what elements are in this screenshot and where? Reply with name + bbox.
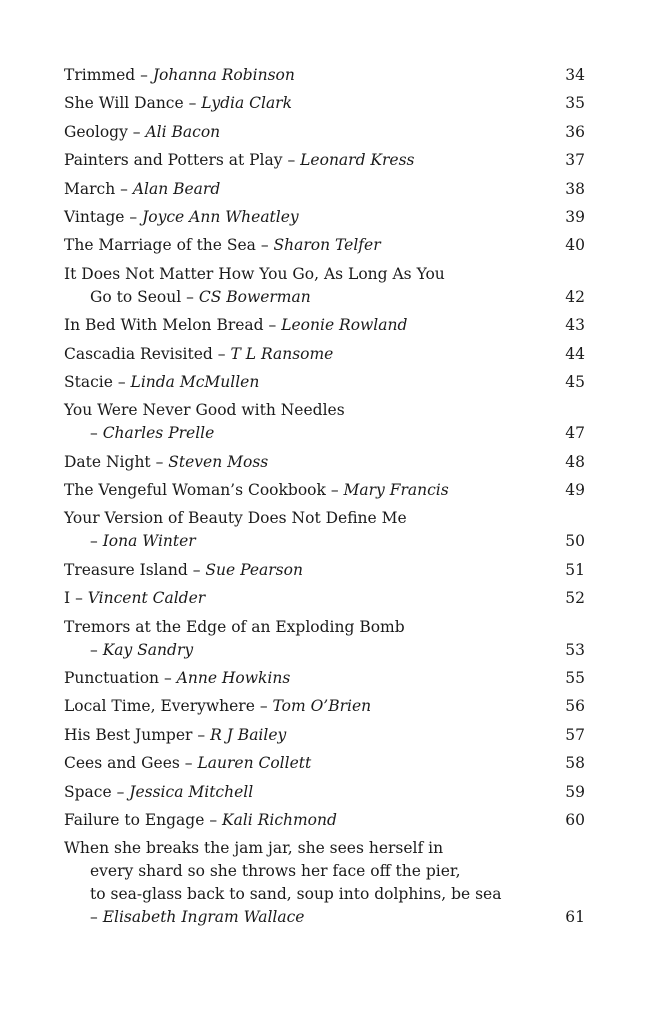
entry-text <box>64 507 565 553</box>
toc-entry <box>64 399 585 445</box>
entry-author: Charles Prelle <box>102 424 215 443</box>
entry-text <box>64 314 565 337</box>
entry-text <box>64 837 565 929</box>
entry-text <box>64 92 565 115</box>
page-number: 51 <box>565 560 585 579</box>
entry-text <box>64 343 565 366</box>
entry-author: Tom O’Brien <box>272 697 372 716</box>
page-number: 60 <box>565 810 585 829</box>
separator-dash: – <box>90 532 98 551</box>
entry-text <box>64 64 565 87</box>
toc-entry <box>64 809 585 832</box>
page-number: 34 <box>565 66 585 84</box>
entry-title: Cees and Gees <box>64 754 180 773</box>
separator-dash: – <box>260 236 269 255</box>
entry-title: Local Time, Everywhere <box>64 697 255 716</box>
entry-author: Ali Bacon <box>145 122 221 141</box>
separator-dash: – <box>287 151 296 170</box>
toc-entry <box>64 837 585 929</box>
separator-dash: – <box>186 287 194 306</box>
toc-entry <box>64 206 585 229</box>
entry-text <box>64 809 565 832</box>
entry-author: Vincent Calder <box>87 589 206 608</box>
page-number: 59 <box>565 782 585 801</box>
entry-text <box>64 616 565 662</box>
toc-entry <box>64 234 585 257</box>
entry-title-line: You Were Never Good with Needles <box>64 401 345 420</box>
separator-dash: – <box>155 452 164 471</box>
entry-author: Mary Francis <box>343 481 449 500</box>
entry-author: Lydia Clark <box>201 94 292 113</box>
separator-dash: – <box>132 122 141 141</box>
page-number: 61 <box>565 908 585 927</box>
entry-title-line: to sea-glass back to sand, soup into dolphins, be sea <box>90 885 502 904</box>
entry-text <box>64 234 565 257</box>
separator-dash: – <box>90 908 98 927</box>
page-number: 43 <box>565 316 585 335</box>
entry-author: Anne Howkins <box>176 669 291 688</box>
page-number: 48 <box>565 452 585 471</box>
page-number: 50 <box>565 532 585 551</box>
toc-entry <box>64 371 585 394</box>
separator-dash: – <box>330 481 339 500</box>
entry-text <box>64 724 565 747</box>
toc-entry <box>64 616 585 662</box>
entry-title: I <box>64 589 71 608</box>
entry-text <box>64 149 565 172</box>
page-number: 52 <box>565 589 585 608</box>
toc-entry <box>64 92 585 115</box>
page-number: 44 <box>565 344 585 363</box>
separator-dash: – <box>217 344 226 363</box>
page-number: 45 <box>565 372 585 391</box>
entry-text <box>64 587 565 610</box>
separator-dash: – <box>75 589 83 608</box>
separator-dash: – <box>129 207 138 226</box>
page-number: 39 <box>565 207 585 226</box>
toc-entry <box>64 781 585 804</box>
page-number: 38 <box>565 179 585 198</box>
separator-dash: – <box>209 810 218 829</box>
entry-title-line: Tremors at the Edge of an Exploding Bomb <box>64 617 405 636</box>
entry-author: Leonard Kress <box>300 151 415 170</box>
toc-entry <box>64 724 585 747</box>
entry-text <box>64 695 565 718</box>
entry-author: Leonie Rowland <box>281 316 408 335</box>
separator-dash: – <box>140 66 148 84</box>
page-number: 57 <box>565 725 585 744</box>
toc-entry <box>64 752 585 775</box>
entry-title-line: It Does Not Matter How You Go, As Long As You <box>64 264 445 283</box>
entry-text <box>64 479 565 502</box>
separator-dash: – <box>90 640 98 659</box>
table-of-contents <box>64 64 585 935</box>
entry-author: R J Bailey <box>210 725 287 744</box>
entry-title: Trimmed <box>64 66 136 84</box>
entry-title: Painters and Potters at Play <box>64 151 283 170</box>
entry-text <box>64 178 565 201</box>
entry-title: Punctuation <box>64 669 160 688</box>
separator-dash: – <box>259 697 268 716</box>
entry-author: Elisabeth Ingram Wallace <box>102 908 305 927</box>
entry-author: Steven Moss <box>168 452 269 471</box>
entry-title: His Best Jumper <box>64 725 193 744</box>
page-number: 47 <box>565 424 585 443</box>
entry-text <box>64 451 565 474</box>
entry-title: Date Night <box>64 452 151 471</box>
entry-title-line: every shard so she throws her face off the pier, <box>90 862 461 881</box>
entry-title: Geology <box>64 122 128 141</box>
page-number: 40 <box>565 236 585 255</box>
entry-title: In Bed With Melon Bread <box>64 316 264 335</box>
entry-title: March <box>64 179 116 198</box>
toc-entry <box>64 559 585 582</box>
entry-author: CS Bowerman <box>198 287 311 306</box>
entry-title: She Will Dance <box>64 94 184 113</box>
entry-title: Failure to Engage <box>64 810 205 829</box>
toc-entry <box>64 121 585 144</box>
entry-author: Joyce Ann Wheatley <box>142 207 299 226</box>
entry-title-line: Your Version of Beauty Does Not Define Me <box>64 509 407 528</box>
toc-entry <box>64 695 585 718</box>
entry-title: Space <box>64 782 112 801</box>
entry-author: Iona Winter <box>102 532 196 551</box>
toc-entry <box>64 314 585 337</box>
separator-dash: – <box>116 782 125 801</box>
separator-dash: – <box>163 669 172 688</box>
page-number: 35 <box>565 94 585 113</box>
entry-text <box>64 399 565 445</box>
toc-entry <box>64 343 585 366</box>
toc-entry <box>64 149 585 172</box>
separator-dash: – <box>184 754 193 773</box>
entry-title: The Marriage of the Sea <box>64 236 256 255</box>
entry-title: Vintage <box>64 207 125 226</box>
separator-dash: – <box>197 725 206 744</box>
page-number: 55 <box>565 669 585 688</box>
entry-text <box>64 263 565 309</box>
separator-dash: – <box>192 560 201 579</box>
page-number: 53 <box>565 640 585 659</box>
entry-text <box>64 121 565 144</box>
entry-text <box>64 752 565 775</box>
page-number: 37 <box>565 151 585 170</box>
entry-author: Sue Pearson <box>205 560 303 579</box>
entry-author: Lauren Collett <box>197 754 312 773</box>
toc-entry <box>64 64 585 87</box>
entry-title: Stacie <box>64 372 113 391</box>
separator-dash: – <box>117 372 126 391</box>
separator-dash: – <box>188 94 197 113</box>
entry-text <box>64 781 565 804</box>
page-number: 42 <box>565 287 585 306</box>
toc-entry <box>64 263 585 309</box>
toc-entry <box>64 587 585 610</box>
entry-title-line: When she breaks the jam jar, she sees herself in <box>64 839 444 858</box>
page-number: 56 <box>565 697 585 716</box>
entry-author: Jessica Mitchell <box>129 782 254 801</box>
entry-title: Treasure Island <box>64 560 188 579</box>
toc-entry <box>64 667 585 690</box>
entry-author: Kali Richmond <box>222 810 337 829</box>
entry-text <box>64 371 565 394</box>
entry-author: Linda McMullen <box>130 372 260 391</box>
entry-text <box>64 559 565 582</box>
entry-text <box>64 667 565 690</box>
page-number: 49 <box>565 481 585 500</box>
separator-dash: – <box>268 316 277 335</box>
entry-author: T L Ransome <box>230 344 334 363</box>
toc-entry <box>64 479 585 502</box>
entry-author: Sharon Telfer <box>273 236 381 255</box>
entry-title-line: Go to Seoul <box>90 287 182 306</box>
toc-entry <box>64 451 585 474</box>
entry-title: Cascadia Revisited <box>64 344 213 363</box>
separator-dash: – <box>120 179 128 198</box>
toc-entry <box>64 178 585 201</box>
entry-text <box>64 206 565 229</box>
separator-dash: – <box>90 424 98 443</box>
entry-author: Johanna Robinson <box>152 66 295 84</box>
entry-author: Kay Sandry <box>102 640 194 659</box>
page-number: 36 <box>565 122 585 141</box>
entry-title: The Vengeful Woman’s Cookbook <box>64 481 326 500</box>
toc-entry <box>64 507 585 553</box>
entry-author: Alan Beard <box>132 179 221 198</box>
page-number: 58 <box>565 754 585 773</box>
